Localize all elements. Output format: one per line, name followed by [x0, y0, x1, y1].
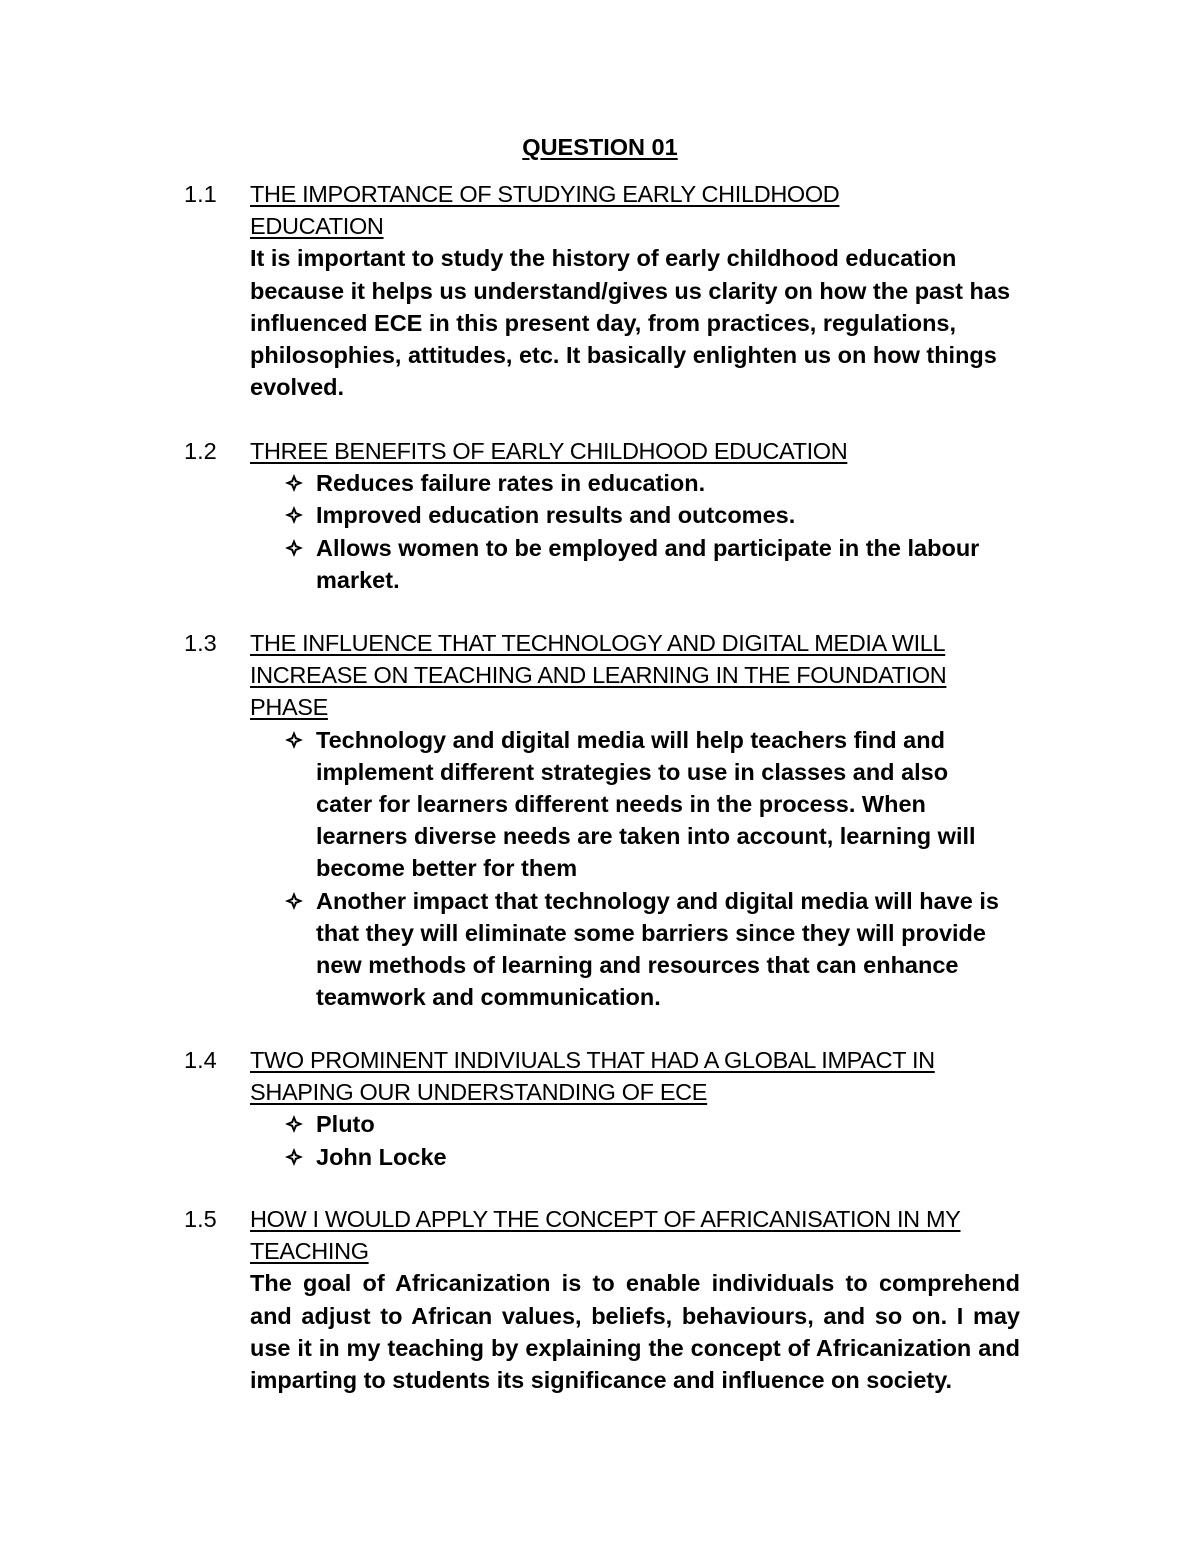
list-item	[284, 1108, 1014, 1140]
document-title	[0, 131, 1200, 163]
bullet-list	[284, 467, 1004, 596]
section-number: 1.3	[184, 630, 217, 656]
list-item-text: Another impact that technology and digital media will have is that they will eliminate some barriers since they will provide new methods of learning and resources that can enhance teamwork and communication.	[316, 887, 999, 1011]
section-heading: THREE BENEFITS OF EARLY CHILDHOOD EDUCATION	[250, 438, 848, 464]
four-point-star-outline-icon	[284, 473, 304, 493]
bullet-list	[284, 724, 1004, 1014]
section-number: 1.1	[184, 181, 217, 207]
list-item	[284, 499, 1004, 531]
section-number: 1.4	[184, 1047, 217, 1073]
list-item	[284, 724, 1004, 885]
four-point-star-outline-icon	[284, 891, 304, 911]
four-point-star-outline-icon	[284, 505, 304, 525]
section-paragraph: The goal of Africanization is to enable individuals to comprehend and adjust to African values, beliefs, behaviours, and so on. I may use it in my teaching by explaining the concept of Africanization and imparting to students its significance and influence on society.	[250, 1270, 1020, 1393]
section-paragraph: It is important to study the history of early childhood education because it helps us understand/gives us clarity on how the past has influenced ECE in this present day, from practices, regulations, philosophies, attitudes, etc. It basically enlighten us on how things evolved.	[250, 245, 1011, 401]
section-number: 1.5	[184, 1206, 217, 1232]
four-point-star-outline-icon	[284, 1114, 304, 1134]
four-point-star-outline-icon	[284, 730, 304, 750]
list-item	[284, 885, 1004, 1014]
section-heading: THE INFLUENCE THAT TECHNOLOGY AND DIGITAL MEDIA WILL INCREASE ON TEACHING AND LEARNING IN THE FOUNDATION PHASE	[250, 630, 947, 721]
section-heading: TWO PROMINENT INDIVIUALS THAT HAD A GLOBAL IMPACT IN SHAPING OUR UNDERSTANDING OF ECE	[250, 1047, 935, 1106]
document-title-text: QUESTION 01	[522, 134, 678, 160]
list-item-text: Technology and digital media will help teachers find and implement different strategies to use in classes and also cater for learners different needs in the process. When learners diverse needs are taken into account, learning will become better for them	[316, 726, 976, 882]
list-item-text: Pluto	[316, 1111, 375, 1138]
four-point-star-outline-icon	[284, 1147, 304, 1167]
list-item-text: Reduces failure rates in education.	[316, 470, 706, 497]
list-item	[284, 532, 1004, 596]
section-number: 1.2	[184, 438, 217, 464]
list-item	[284, 1141, 1014, 1173]
section-heading: HOW I WOULD APPLY THE CONCEPT OF AFRICANISATION IN MY TEACHING	[250, 1206, 961, 1265]
section-heading: THE IMPORTANCE OF STUDYING EARLY CHILDHOOD EDUCATION	[250, 181, 840, 240]
list-item-text: Improved education results and outcomes.	[316, 502, 796, 529]
list-item-text: Allows women to be employed and participate in the labour market.	[316, 534, 980, 593]
four-point-star-outline-icon	[284, 538, 304, 558]
list-item	[284, 467, 1004, 499]
list-item-text: John Locke	[316, 1143, 447, 1170]
bullet-list	[284, 1108, 1014, 1172]
